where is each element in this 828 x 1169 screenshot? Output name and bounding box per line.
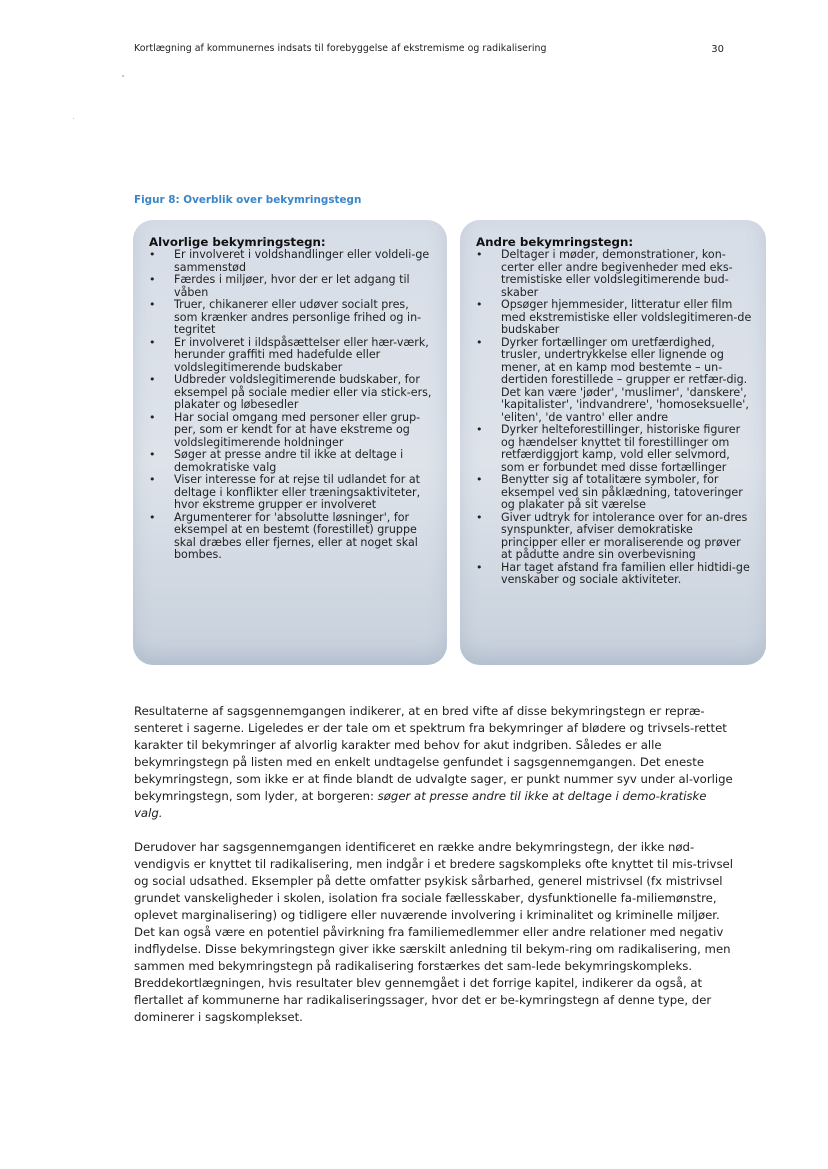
list-item: • Udbreder voldslegitimerende budskaber, for eksempel på sociale medier eller via stick-ers, plakater og løbesedler [149,374,433,412]
list-item: • Søger at presse andre til ikke at deltage i demokratiske valg [149,449,433,474]
paragraph-other-signs: Derudover har sagsgennemgangen identificeret en række andre bekymringstegn, der ikke nød-vendigvis er knyttet til radikalisering, men indgår i et bredere sagskompleks ofte knyttet til mis-trivsel og social udsathed. Eksempler på dette omfatter psykisk sårbarhed, generel mistrivsel (fx mistrivsel grundet vanskeligheder i skolen, isolation fra sociale fællesskaber, dysfunktionelle fa-miliemønstre, oplevet marginalisering) og tidligere eller nuværende involvering i kriminalitet og kriminelle miljøer. Det kan også være en potentiel påvirkning fra familiemedlemmer eller andre relationer med negativ indflydelse. Disse bekymringstegn giver ikke særskilt anledning til bekym-ring om radikalisering, men sammen med bekymringstegn på radikalisering forstærkes det sam-lede bekymringskompleks. Breddekortlægningen, hvis resultater blev gennemgået i det forrige kapitel, indikerer da også, at flertallet af kommunerne har radikaliseringssager, hvor det er be-kymringstegn af denne type, der dominerer i sagskomplekset. [134,840,733,1024]
list-item: • Dyrker fortællinger om uretfærdighed, trusler, undertrykkelse eller lignende og mener, at en kamp mod bestemte – un-dertiden forestillede – grupper er retfær-dig. Det kan være 'jøder', 'muslimer', 'danskere', 'kapitalister', 'indvandrere', 'homoseksuelle', 'eliten', 'de vantro' eller andre [476,337,752,425]
other-signs-panel [460,220,766,665]
list-item: • Færdes i miljøer, hvor der er let adgang til våben [149,274,433,299]
figure-caption: Figur 8: Overblik over bekymringstegn [134,194,362,206]
list-item: • Giver udtryk for intolerance over for an-dres synspunkter, afviser demokratiske principper eller er moraliserende og prøver at pådutte andre sin overbevisning [476,512,752,562]
list-item: • Benytter sig af totalitære symboler, for eksempel ved sin påklædning, tatoveringer og plakater på sit værelse [476,474,752,512]
paragraph-results [134,703,734,822]
list-item: • Truer, chikanerer eller udøver socialt pres, som krænker andres personlige frihed og in-tegritet [149,299,433,337]
severe-signs-panel [133,220,447,665]
scan-speck [122,75,124,77]
paragraph-results-quote: søger at presse andre til ikke at deltage i demo-kratiske valg. [134,789,707,820]
other-signs-list [476,249,752,587]
page-header [134,43,734,59]
other-signs-heading: Andre bekymringstegn: [476,235,634,249]
list-item: • Viser interesse for at rejse til udlandet for at deltage i konflikter eller træningsaktiviteter, hvor ekstreme grupper er involveret [149,474,433,512]
scan-speck [73,118,74,119]
severe-signs-heading: Alvorlige bekymringstegn: [149,235,326,249]
page-number: 30 [711,44,724,55]
list-item: • Har taget afstand fra familien eller hidtidi-ge venskaber og sociale aktiviteter. [476,562,752,587]
list-item: • Er involveret i ildspåsættelser eller hær-værk, herunder graffiti med hadefulde eller voldslegitimerende budskaber [149,337,433,375]
list-item: • Har social omgang med personer eller grup-per, som er kendt for at have ekstreme og voldslegitimerende holdninger [149,412,433,450]
list-item: • Dyrker helteforestillinger, historiske figurer og hændelser knyttet til forestillinger om retfærdiggjort kamp, vold eller selvmord, som er forbundet med disse fortællinger [476,424,752,474]
list-item: • Argumenterer for 'absolutte løsninger', for eksempel at en bestemt (forestillet) gruppe skal dræbes eller fjernes, eller at noget skal bombes. [149,512,433,562]
list-item: • Er involveret i voldshandlinger eller voldeli-ge sammenstød [149,249,433,274]
header-title: Kortlægning af kommunernes indsats til forebyggelse af ekstremisme og radikalisering [134,43,547,54]
severe-signs-list [149,249,433,562]
list-item: • Deltager i møder, demonstrationer, kon-certer eller andre begivenheder med eks-tremistiske eller voldslegitimerende bud-skaber [476,249,752,299]
paragraph-results-text: Resultaterne af sagsgennemgangen indikerer, at en bred vifte af disse bekymringstegn er repræ-senteret i sagerne. Ligeledes er der tale om et spektrum fra bekymringer af blødere og trivsels-rettet karakter til bekymringer af alvorlig karakter med behov for akut indgriben. Således er alle bekymringstegn på listen med en enkelt undtagelse genfundet i sagsgennemgangen. Det eneste bekymringstegn, som ikke er at finde blandt de udvalgte sager, er punkt nummer syv under al-vorlige bekymringstegn, som lyder, at borgeren: [134,704,733,803]
list-item: • Opsøger hjemmesider, litteratur eller film med ekstremistiske eller voldslegitimeren-de budskaber [476,299,752,337]
